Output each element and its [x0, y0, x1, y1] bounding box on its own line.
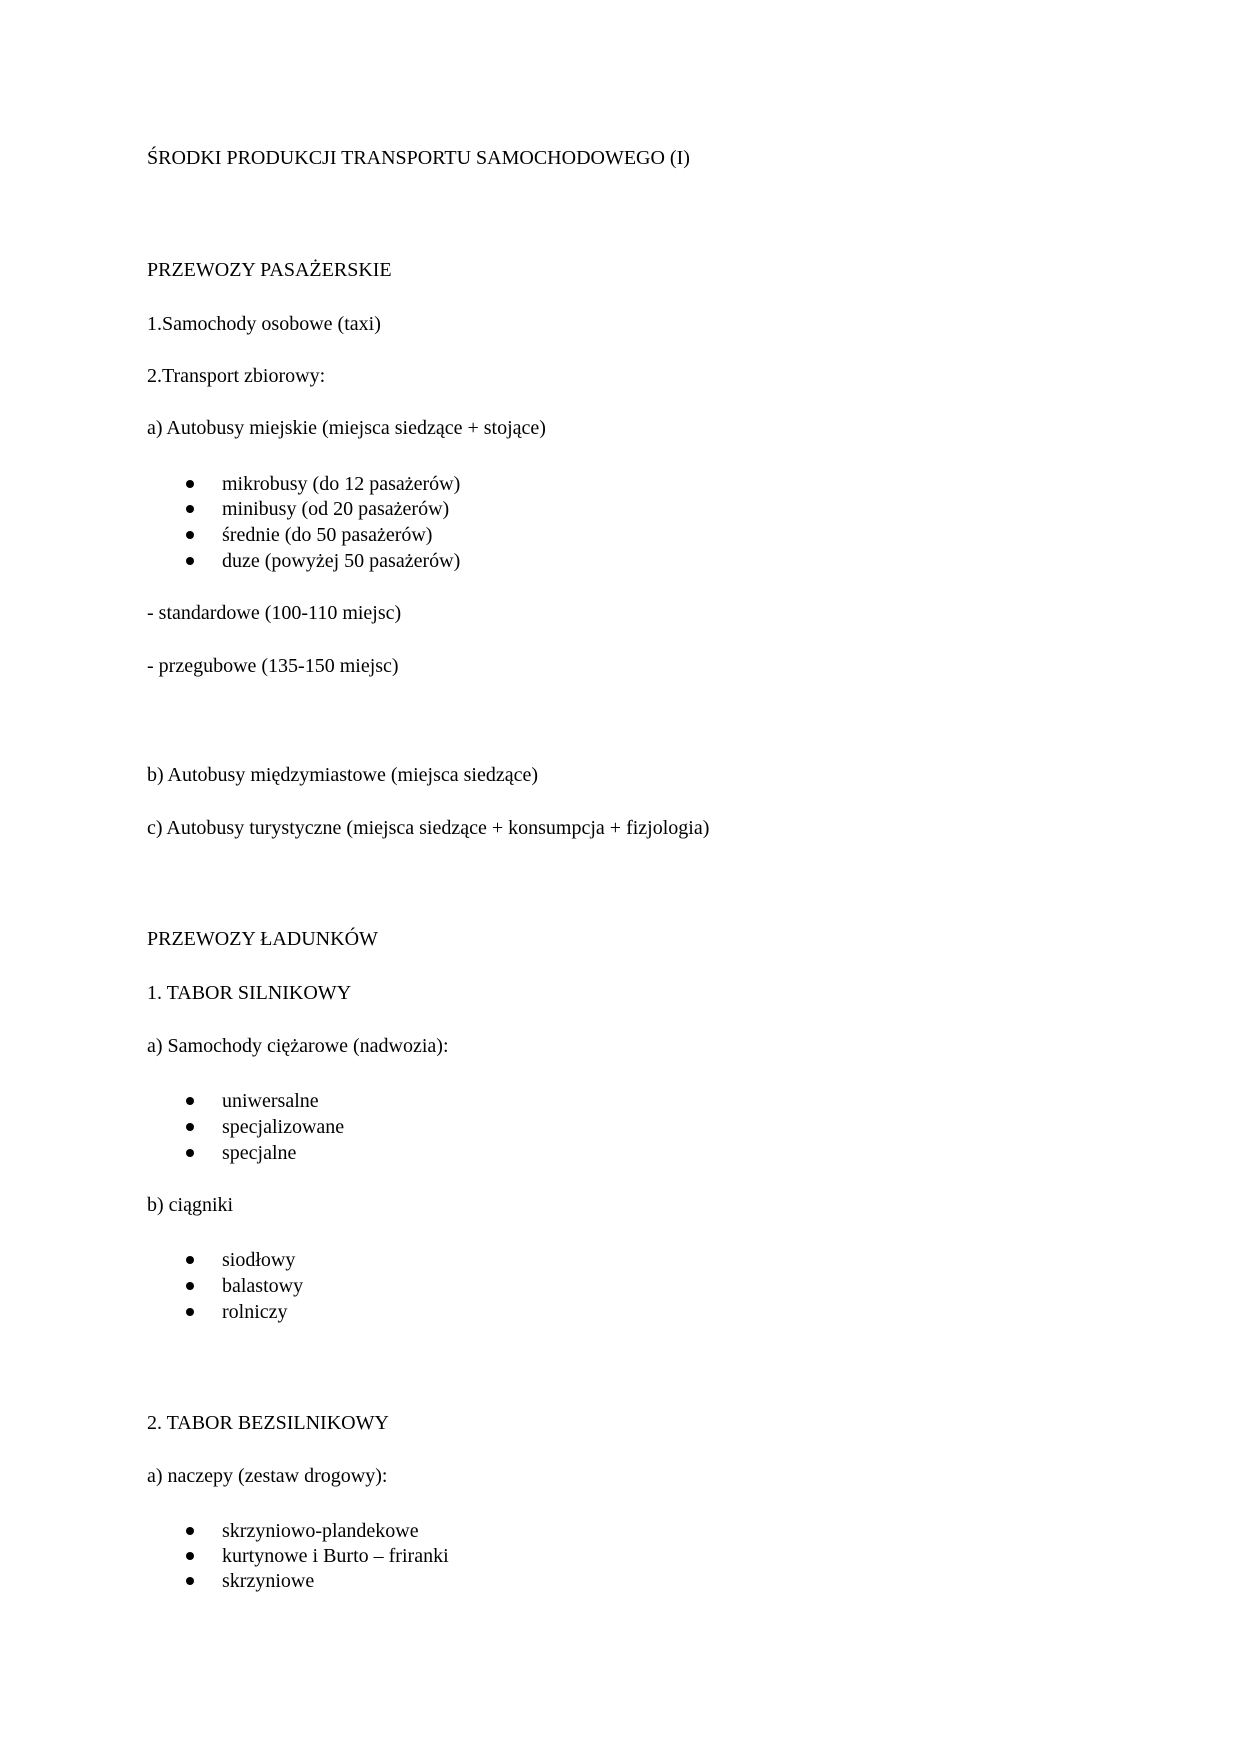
bullet-icon [186, 1256, 194, 1264]
bullet-item: skrzyniowo-plandekowe [222, 1520, 419, 1542]
bullet-item: rolniczy [222, 1301, 288, 1323]
subsection-label: a) Autobusy miejskie (miejsca siedzące + stojące) [147, 417, 546, 439]
subsection-heading: 2. TABOR BEZSILNIKOWY [147, 1412, 389, 1434]
bullet-item: balastowy [222, 1275, 304, 1297]
bullet-icon [186, 1123, 194, 1131]
bullet-icon [186, 1577, 194, 1585]
subsection-heading: 1. TABOR SILNIKOWY [147, 982, 352, 1004]
bullet-icon [186, 1097, 194, 1105]
bullet-item: specjalizowane [222, 1116, 345, 1138]
bullet-item: mikrobusy (do 12 pasażerów) [222, 473, 461, 495]
bullet-item: siodłowy [222, 1249, 296, 1271]
bullet-item: kurtynowe i Burto – friranki [222, 1545, 449, 1567]
bullet-icon [186, 1149, 194, 1157]
dash-item: - standardowe (100-110 miejsc) [147, 602, 402, 624]
bullet-item: uniwersalne [222, 1090, 319, 1112]
bullet-icon [186, 1282, 194, 1290]
section-heading-cargo: PRZEWOZY ŁADUNKÓW [147, 928, 378, 950]
bullet-item: średnie (do 50 pasażerów) [222, 524, 433, 546]
dash-item: - przegubowe (135-150 miejsc) [147, 655, 399, 677]
bullet-icon [186, 1552, 194, 1560]
subsection-label: a) naczepy (zestaw drogowy): [147, 1465, 388, 1487]
bullet-icon [186, 505, 194, 513]
subsection-label: a) Samochody ciężarowe (nadwozia): [147, 1035, 449, 1057]
bullet-icon [186, 1527, 194, 1535]
list-item: 2.Transport zbiorowy: [147, 365, 326, 387]
bullet-icon [186, 1308, 194, 1316]
subsection-label: b) Autobusy międzymiastowe (miejsca siedzące) [147, 764, 538, 786]
document-title: ŚRODKI PRODUKCJI TRANSPORTU SAMOCHODOWEGO (I) [147, 147, 690, 169]
bullet-item: specjalne [222, 1142, 297, 1164]
bullet-item: minibusy (od 20 pasażerów) [222, 498, 450, 520]
subsection-label: c) Autobusy turystyczne (miejsca siedzące + konsumpcja + fizjologia) [147, 817, 710, 839]
bullet-item: duze (powyżej 50 pasażerów) [222, 550, 461, 572]
subsection-label: b) ciągniki [147, 1194, 234, 1216]
bullet-icon [186, 557, 194, 565]
bullet-icon [186, 531, 194, 539]
list-item: 1.Samochody osobowe (taxi) [147, 313, 381, 335]
bullet-icon [186, 480, 194, 488]
bullet-item: skrzyniowe [222, 1570, 315, 1592]
section-heading-passenger: PRZEWOZY PASAŻERSKIE [147, 259, 392, 281]
